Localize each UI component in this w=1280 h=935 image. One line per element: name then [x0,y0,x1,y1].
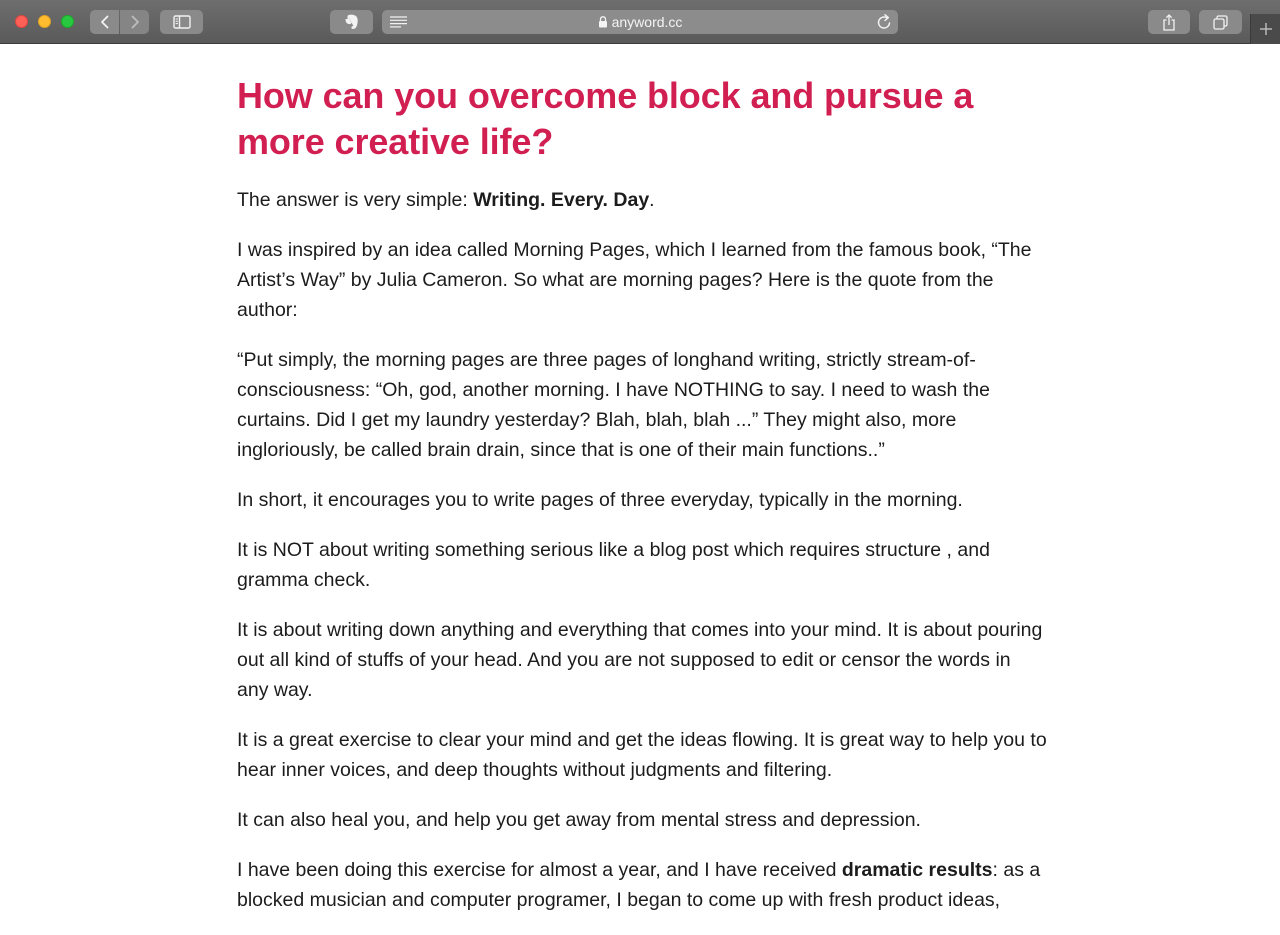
paragraph-text: I have been doing this exercise for almost a year, and I have received [237,859,842,881]
sidebar-icon [173,15,191,29]
browser-toolbar [0,0,1280,44]
url-text: anyword.cc [611,14,683,30]
close-window-button[interactable] [15,15,28,28]
back-button[interactable] [90,10,119,34]
chevron-left-icon [100,15,110,29]
sidebar-toggle-button[interactable] [160,10,203,34]
chevron-right-icon [130,15,140,29]
article-paragraph: It can also heal you, and help you get away from mental stress and depression. [237,809,921,831]
share-icon [1162,14,1176,31]
article-title: How can you overcome block and pursue a more creative life? [237,75,974,162]
url-display[interactable] [382,14,898,30]
emphasis-text: Writing. Every. Day [473,189,650,211]
article-paragraph: In short, it encourages you to write pages of three everyday, typically in the morning. [237,489,963,511]
address-bar[interactable] [382,10,898,34]
zoom-window-button[interactable] [61,15,74,28]
tab-overview-button[interactable] [1199,10,1242,34]
plus-icon [1259,22,1273,36]
emphasis-text: dramatic results [841,859,993,881]
article-paragraph [237,855,1047,915]
lock-icon [598,16,608,28]
forward-button[interactable] [120,10,149,34]
evernote-elephant-icon [345,14,359,30]
article-paragraph [237,185,1047,215]
evernote-extension-button[interactable] [330,10,373,34]
quote-paragraph: “Put simply, the morning pages are three pages of longhand writing, strictly stream-of-consciousness: “Oh, god, another morning. I have NOTHING to say. I need to wash the curtains. Did I get my laundry yesterday? Blah, blah, blah ...” They might also, more ingloriously, be called brain drain, since that is one of their main functions..” [237,349,990,461]
article-content [237,73,1047,935]
paragraph-text: . [649,189,655,211]
article-paragraph: It is about writing down anything and everything that comes into your mind. It is about pouring out all kind of stuffs of your head. And you are not supposed to edit or censor the words in any way. [237,619,1043,701]
article-paragraph: I was inspired by an idea called Morning Pages, which I learned from the famous book, “The Artist’s Way” by Julia Cameron. So what are morning pages? Here is the quote from the author: [237,239,1032,321]
share-button[interactable] [1148,10,1190,34]
tabs-overview-icon [1213,15,1228,30]
reload-icon[interactable] [877,14,892,30]
new-tab-button[interactable] [1250,14,1280,44]
article-paragraph: It is a great exercise to clear your mind and get the ideas flowing. It is great way to help you to hear inner voices, and deep thoughts without judgments and filtering. [237,729,1047,781]
article-paragraph: It is NOT about writing something serious like a blog post which requires structure , and gramma check. [237,539,990,591]
minimize-window-button[interactable] [38,15,51,28]
paragraph-text: The answer is very simple: [237,189,474,211]
paragraph-text: : as a blocked musician and computer programer, I began to come up with fresh product ideas, [237,859,1041,911]
